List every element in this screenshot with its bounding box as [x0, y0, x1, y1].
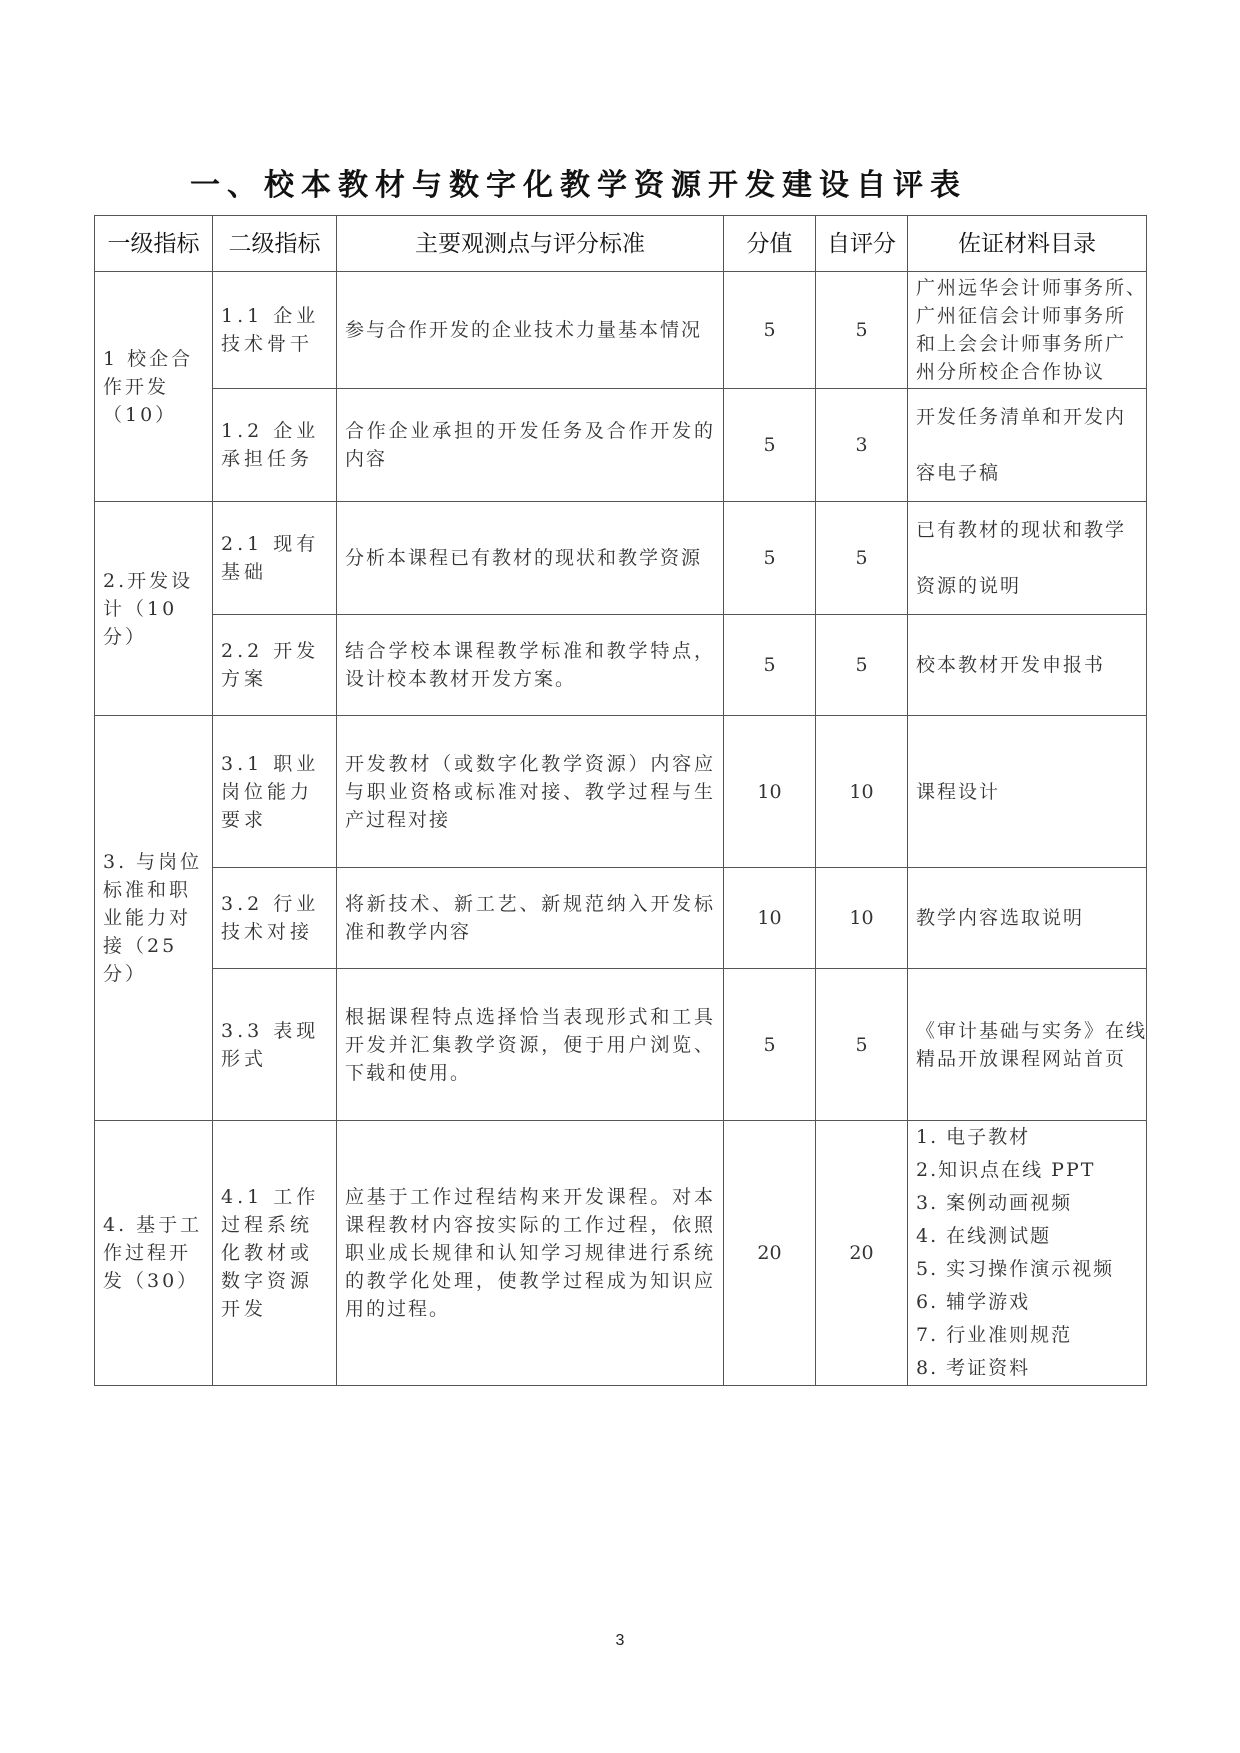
level1-indicator: 1 校企合作开发（10）	[95, 272, 213, 502]
header-row	[95, 216, 1147, 272]
evidence-item: 开发任务清单和开发内	[916, 406, 1127, 428]
observation-standard: 将新技术、新工艺、新规范纳入开发标准和教学内容	[337, 868, 724, 969]
evidence-list	[908, 272, 1147, 389]
table-row	[95, 868, 1147, 969]
evidence-item: 已有教材的现状和教学	[916, 519, 1127, 541]
evidence-item: 7. 行业准则规范	[916, 1324, 1073, 1346]
page-title: 一、校本教材与数字化教学资源开发建设自评表	[190, 168, 967, 203]
level1-indicator: 3. 与岗位标准和职业能力对接（25 分）	[95, 716, 213, 1121]
evidence-list	[908, 969, 1147, 1121]
evidence-item: 容电子稿	[916, 462, 1001, 484]
evidence-item: 2.知识点在线 PPT	[916, 1159, 1096, 1181]
self-evaluation-table	[94, 215, 1147, 1386]
evidence-item: 教学内容选取说明	[916, 907, 1085, 929]
score-value: 10	[724, 868, 816, 969]
evidence-item: 1. 电子教材	[916, 1126, 1031, 1148]
level2-indicator: 3.3 表现形式	[213, 969, 337, 1121]
header-level1: 一级指标	[95, 216, 213, 272]
evidence-item: 广州远华会计师事务所、	[916, 277, 1148, 299]
evidence-item: 8. 考证资料	[916, 1357, 1031, 1379]
self-score-value: 5	[816, 615, 908, 716]
evidence-list	[908, 716, 1147, 868]
evidence-item: 4. 在线测试题	[916, 1225, 1052, 1247]
evidence-list	[908, 1121, 1147, 1386]
evidence-item: 和上会会计师事务所广	[916, 333, 1127, 355]
score-value: 5	[724, 615, 816, 716]
score-value: 20	[724, 1121, 816, 1386]
header-evidence: 佐证材料目录	[908, 216, 1147, 272]
evidence-item: 广州征信会计师事务所	[916, 305, 1127, 327]
evidence-item: 课程设计	[916, 780, 1001, 803]
evidence-list	[908, 502, 1147, 615]
table-row	[95, 272, 1147, 389]
level2-indicator: 3.2 行业技术对接	[213, 868, 337, 969]
evidence-list	[908, 868, 1147, 969]
observation-standard: 根据课程特点选择恰当表现形式和工具开发并汇集教学资源，便于用户浏览、下载和使用。	[337, 969, 724, 1121]
self-score-value: 5	[816, 272, 908, 389]
score-value: 5	[724, 502, 816, 615]
header-self-score: 自评分	[816, 216, 908, 272]
observation-standard: 结合学校本课程教学标准和教学特点，设计校本教材开发方案。	[337, 615, 724, 716]
observation-standard: 分析本课程已有教材的现状和教学资源	[337, 502, 724, 615]
self-score-value: 5	[816, 969, 908, 1121]
level1-indicator: 2.开发设计（10 分）	[95, 502, 213, 716]
evidence-item: 《审计基础与实务》在线	[916, 1019, 1148, 1042]
observation-standard: 参与合作开发的企业技术力量基本情况	[337, 272, 724, 389]
level2-indicator: 2.2 开发方案	[213, 615, 337, 716]
evidence-item: 校本教材开发申报书	[916, 654, 1106, 676]
header-score: 分值	[724, 216, 816, 272]
observation-standard: 应基于工作过程结构来开发课程。对本课程教材内容按实际的工作过程，依照职业成长规律和认知学习规律进行系统的教学化处理，使教学过程成为知识应用的过程。	[337, 1121, 724, 1386]
self-score-value: 10	[816, 868, 908, 969]
evidence-item: 资源的说明	[916, 575, 1022, 597]
evidence-item: 精品开放课程网站首页	[916, 1047, 1127, 1070]
page-number: 3	[615, 1632, 625, 1649]
table-row	[95, 615, 1147, 716]
evidence-item: 州分所校企合作协议	[916, 361, 1106, 383]
header-level2: 二级指标	[213, 216, 337, 272]
table-row	[95, 389, 1147, 502]
score-value: 10	[724, 716, 816, 868]
self-score-value: 3	[816, 389, 908, 502]
score-value: 5	[724, 389, 816, 502]
level2-indicator: 2.1 现有基础	[213, 502, 337, 615]
table-row	[95, 1121, 1147, 1386]
level2-indicator: 1.1 企业技术骨干	[213, 272, 337, 389]
header-standard: 主要观测点与评分标准	[337, 216, 724, 272]
self-score-value: 10	[816, 716, 908, 868]
score-value: 5	[724, 969, 816, 1121]
table-row	[95, 969, 1147, 1121]
level2-indicator: 1.2 企业承担任务	[213, 389, 337, 502]
evidence-list	[908, 615, 1147, 716]
table-row	[95, 716, 1147, 868]
level1-indicator: 4. 基于工作过程开发（30）	[95, 1121, 213, 1386]
level2-indicator: 4.1 工作过程系统化教材或数字资源开发	[213, 1121, 337, 1386]
score-value: 5	[724, 272, 816, 389]
self-score-value: 5	[816, 502, 908, 615]
evidence-item: 6. 辅学游戏	[916, 1291, 1031, 1313]
observation-standard: 合作企业承担的开发任务及合作开发的内容	[337, 389, 724, 502]
self-score-value: 20	[816, 1121, 908, 1386]
observation-standard: 开发教材（或数字化教学资源）内容应与职业资格或标准对接、教学过程与生产过程对接	[337, 716, 724, 868]
level2-indicator: 3.1 职业岗位能力要求	[213, 716, 337, 868]
evidence-item: 5. 实习操作演示视频	[916, 1258, 1115, 1280]
evidence-list	[908, 389, 1147, 502]
evidence-item: 3. 案例动画视频	[916, 1192, 1073, 1214]
table-row	[95, 502, 1147, 615]
